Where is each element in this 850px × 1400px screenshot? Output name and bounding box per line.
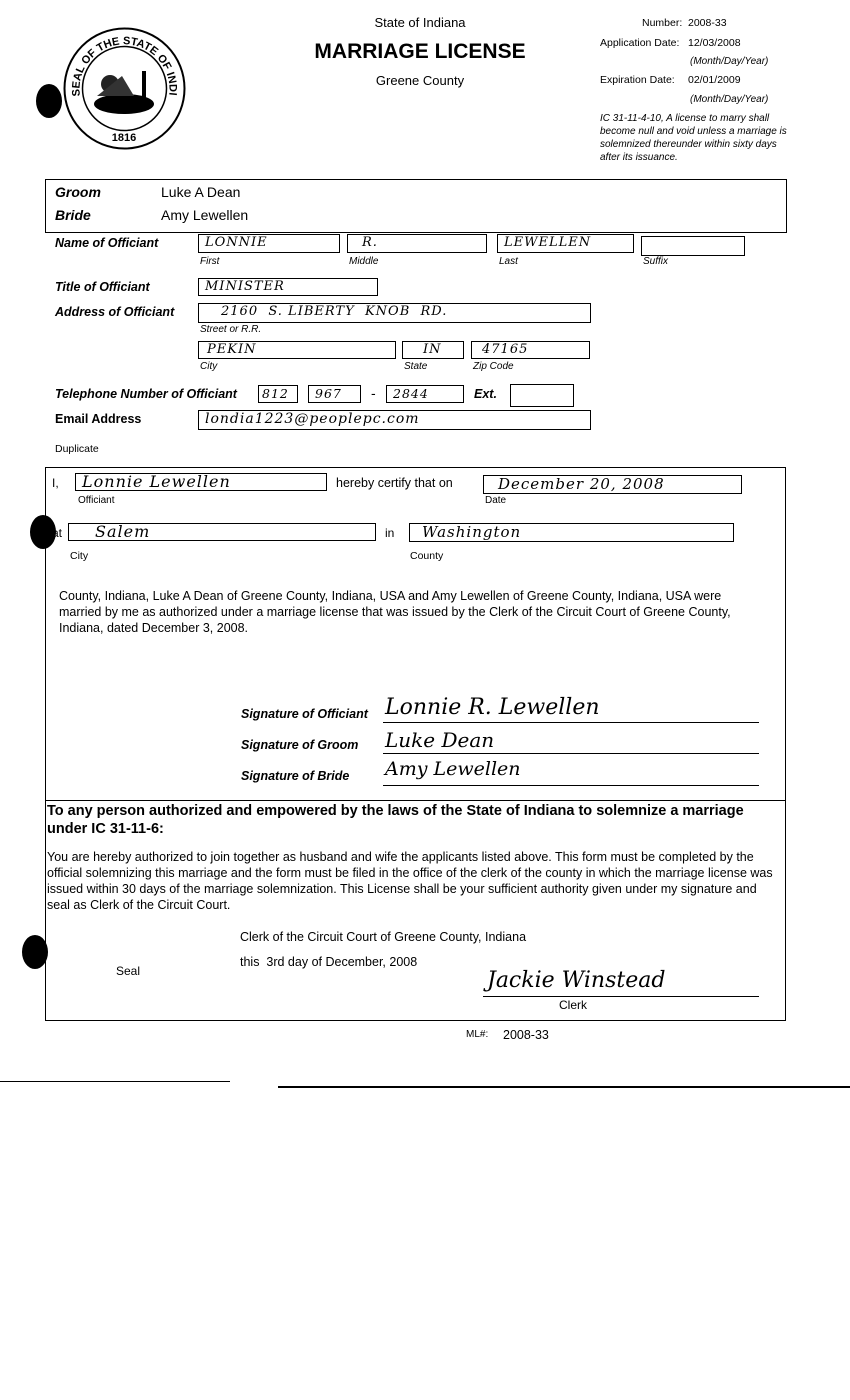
expiration-notice: IC 31-11-4-10, A license to marry shall become null and void unless a marriage is solemnized thereunder within sixty days after its issuance. xyxy=(600,113,787,163)
scan-artifact-line xyxy=(278,1086,850,1088)
ext-field[interactable] xyxy=(510,384,574,407)
zip-caption: Zip Code xyxy=(473,361,514,372)
bride-signature-line xyxy=(383,785,759,786)
punch-hole xyxy=(36,84,62,118)
bride-name: Amy Lewellen xyxy=(161,207,249,223)
certify-text: hereby certify that on xyxy=(336,476,453,490)
groom-signature-label: Signature of Groom xyxy=(241,738,359,752)
application-date-label: Application Date: xyxy=(600,37,680,49)
officiant-address-label: Address of Officiant xyxy=(55,305,175,319)
expiration-date: 02/01/2009 xyxy=(688,74,741,86)
state-seal xyxy=(62,26,187,151)
clerk-of-court: Clerk of the Circuit Court of Greene County, Indiana xyxy=(240,930,527,944)
street-caption: Street or R.R. xyxy=(200,324,262,335)
groom-signature-line xyxy=(383,753,759,754)
officiant-street-field[interactable]: 2160 S. LIBERTY KNOB RD. xyxy=(198,303,591,323)
phone-dash: - xyxy=(371,385,376,401)
in-label: in xyxy=(385,526,395,540)
first-caption: First xyxy=(200,256,220,267)
email-field[interactable]: londia1223@peoplepc.com xyxy=(198,410,591,430)
bride-signature-label: Signature of Bride xyxy=(241,769,350,783)
application-date-format: (Month/Day/Year) xyxy=(690,56,769,67)
officiant-middle-field[interactable]: R. xyxy=(347,234,487,253)
authorization-body: You are hereby authorized to join together as husband and wife the applicants listed above. This form must be completed by the official solemnizing this marriage and the form must be filed in the office of the clerk of the county in which the marriage license was issued within 30 days of the marriage solemnization. This License shall be your sufficient authority given under my signature and seal as Clerk of the Circuit Court. xyxy=(47,850,773,912)
clerk-signature-line xyxy=(483,996,759,997)
officiant-signature: Lonnie R. Lewellen xyxy=(385,695,600,720)
officiant-signature-field[interactable]: Lonnie Lewellen xyxy=(75,473,327,491)
officiant-signature-line xyxy=(383,722,759,723)
officiant-suffix-field[interactable] xyxy=(641,236,745,256)
county-name: Greene County xyxy=(375,73,465,88)
groom-name: Luke A Dean xyxy=(161,184,241,200)
bride-label: Bride xyxy=(55,207,91,223)
ext-label: Ext. xyxy=(474,387,497,401)
city-caption: City xyxy=(200,361,218,372)
county-caption-cert: County xyxy=(410,550,444,562)
groom-label: Groom xyxy=(55,184,101,200)
duplicate-label: Duplicate xyxy=(55,443,99,455)
phone-area-field[interactable]: 812 xyxy=(258,385,298,403)
last-caption: Last xyxy=(499,256,518,267)
scan-artifact-line xyxy=(0,1081,230,1082)
ml-label: ML#: xyxy=(466,1029,489,1040)
couple-box xyxy=(45,179,787,233)
clerk-signature: Jackie Winstead xyxy=(487,968,666,993)
bride-signature: Amy Lewellen xyxy=(385,758,521,780)
expiration-date-format: (Month/Day/Year) xyxy=(690,94,769,105)
i-label: I, xyxy=(52,476,59,490)
officiant-name-label: Name of Officiant xyxy=(55,236,159,250)
date-caption: Date xyxy=(485,495,507,506)
officiant-title-label: Title of Officiant xyxy=(55,280,150,294)
expiration-date-label: Expiration Date: xyxy=(600,74,675,86)
issue-date-text: this 3rd day of December, 2008 xyxy=(240,955,418,969)
officiant-first-field[interactable]: LONNIE xyxy=(198,234,340,253)
at-label: at xyxy=(52,526,63,540)
suffix-caption: Suffix xyxy=(643,256,669,267)
marriage-county-field[interactable]: Washington xyxy=(409,523,734,542)
section-rule xyxy=(45,467,785,468)
state-name: State of Indiana xyxy=(374,15,466,30)
city-caption-cert: City xyxy=(70,550,89,562)
phone-prefix-field[interactable]: 967 xyxy=(308,385,361,403)
seal-label: Seal xyxy=(116,964,141,978)
officiant-last-field[interactable]: LEWELLEN xyxy=(497,234,634,253)
groom-signature: Luke Dean xyxy=(385,728,495,752)
officiant-zip-field[interactable]: 47165 xyxy=(471,341,590,359)
license-number-label: Number: xyxy=(642,17,683,29)
marriage-city-field[interactable]: Salem xyxy=(68,523,376,541)
form-bottom-border xyxy=(45,1020,786,1021)
officiant-title-field[interactable]: MINISTER xyxy=(198,278,378,296)
officiant-signature-label: Signature of Officiant xyxy=(241,707,368,721)
marriage-date-field[interactable]: December 20, 2008 xyxy=(483,475,742,494)
officiant-city-field[interactable]: PEKIN xyxy=(198,341,396,359)
state-caption: State xyxy=(404,361,428,372)
authorization-heading: To any person authorized and empowered by the laws of the State of Indiana to solemnize a marriage under IC 31-11-6: xyxy=(47,803,744,837)
authorization-rule xyxy=(45,800,785,801)
middle-caption: Middle xyxy=(349,256,379,267)
page-title: MARRIAGE LICENSE xyxy=(314,40,526,63)
phone-line-field[interactable]: 2844 xyxy=(386,385,464,403)
officiant-caption: Officiant xyxy=(78,495,115,506)
clerk-caption: Clerk xyxy=(559,998,588,1012)
marriage-statement: County, Indiana, Luke A Dean of Greene County, Indiana, USA and Amy Lewellen of Greene County, Indiana, USA were married by me as authorized under a marriage license that was issued by the Clerk of the Circuit Court of Greene County, Indiana, dated December 3, 2008. xyxy=(59,589,731,635)
svg-text:1816: 1816 xyxy=(111,132,137,144)
email-label: Email Address xyxy=(55,412,142,426)
license-number: 2008-33 xyxy=(688,17,727,29)
officiant-phone-label: Telephone Number of Officiant xyxy=(55,387,237,401)
section-border-left xyxy=(45,467,46,1020)
application-date: 12/03/2008 xyxy=(688,37,741,49)
section-border-right xyxy=(785,467,786,1020)
svg-text:SEAL OF THE STATE OF INDIANA: SEAL OF THE STATE OF INDI xyxy=(70,35,179,97)
ml-number: 2008-33 xyxy=(503,1028,549,1042)
officiant-state-field[interactable]: IN xyxy=(402,341,464,359)
